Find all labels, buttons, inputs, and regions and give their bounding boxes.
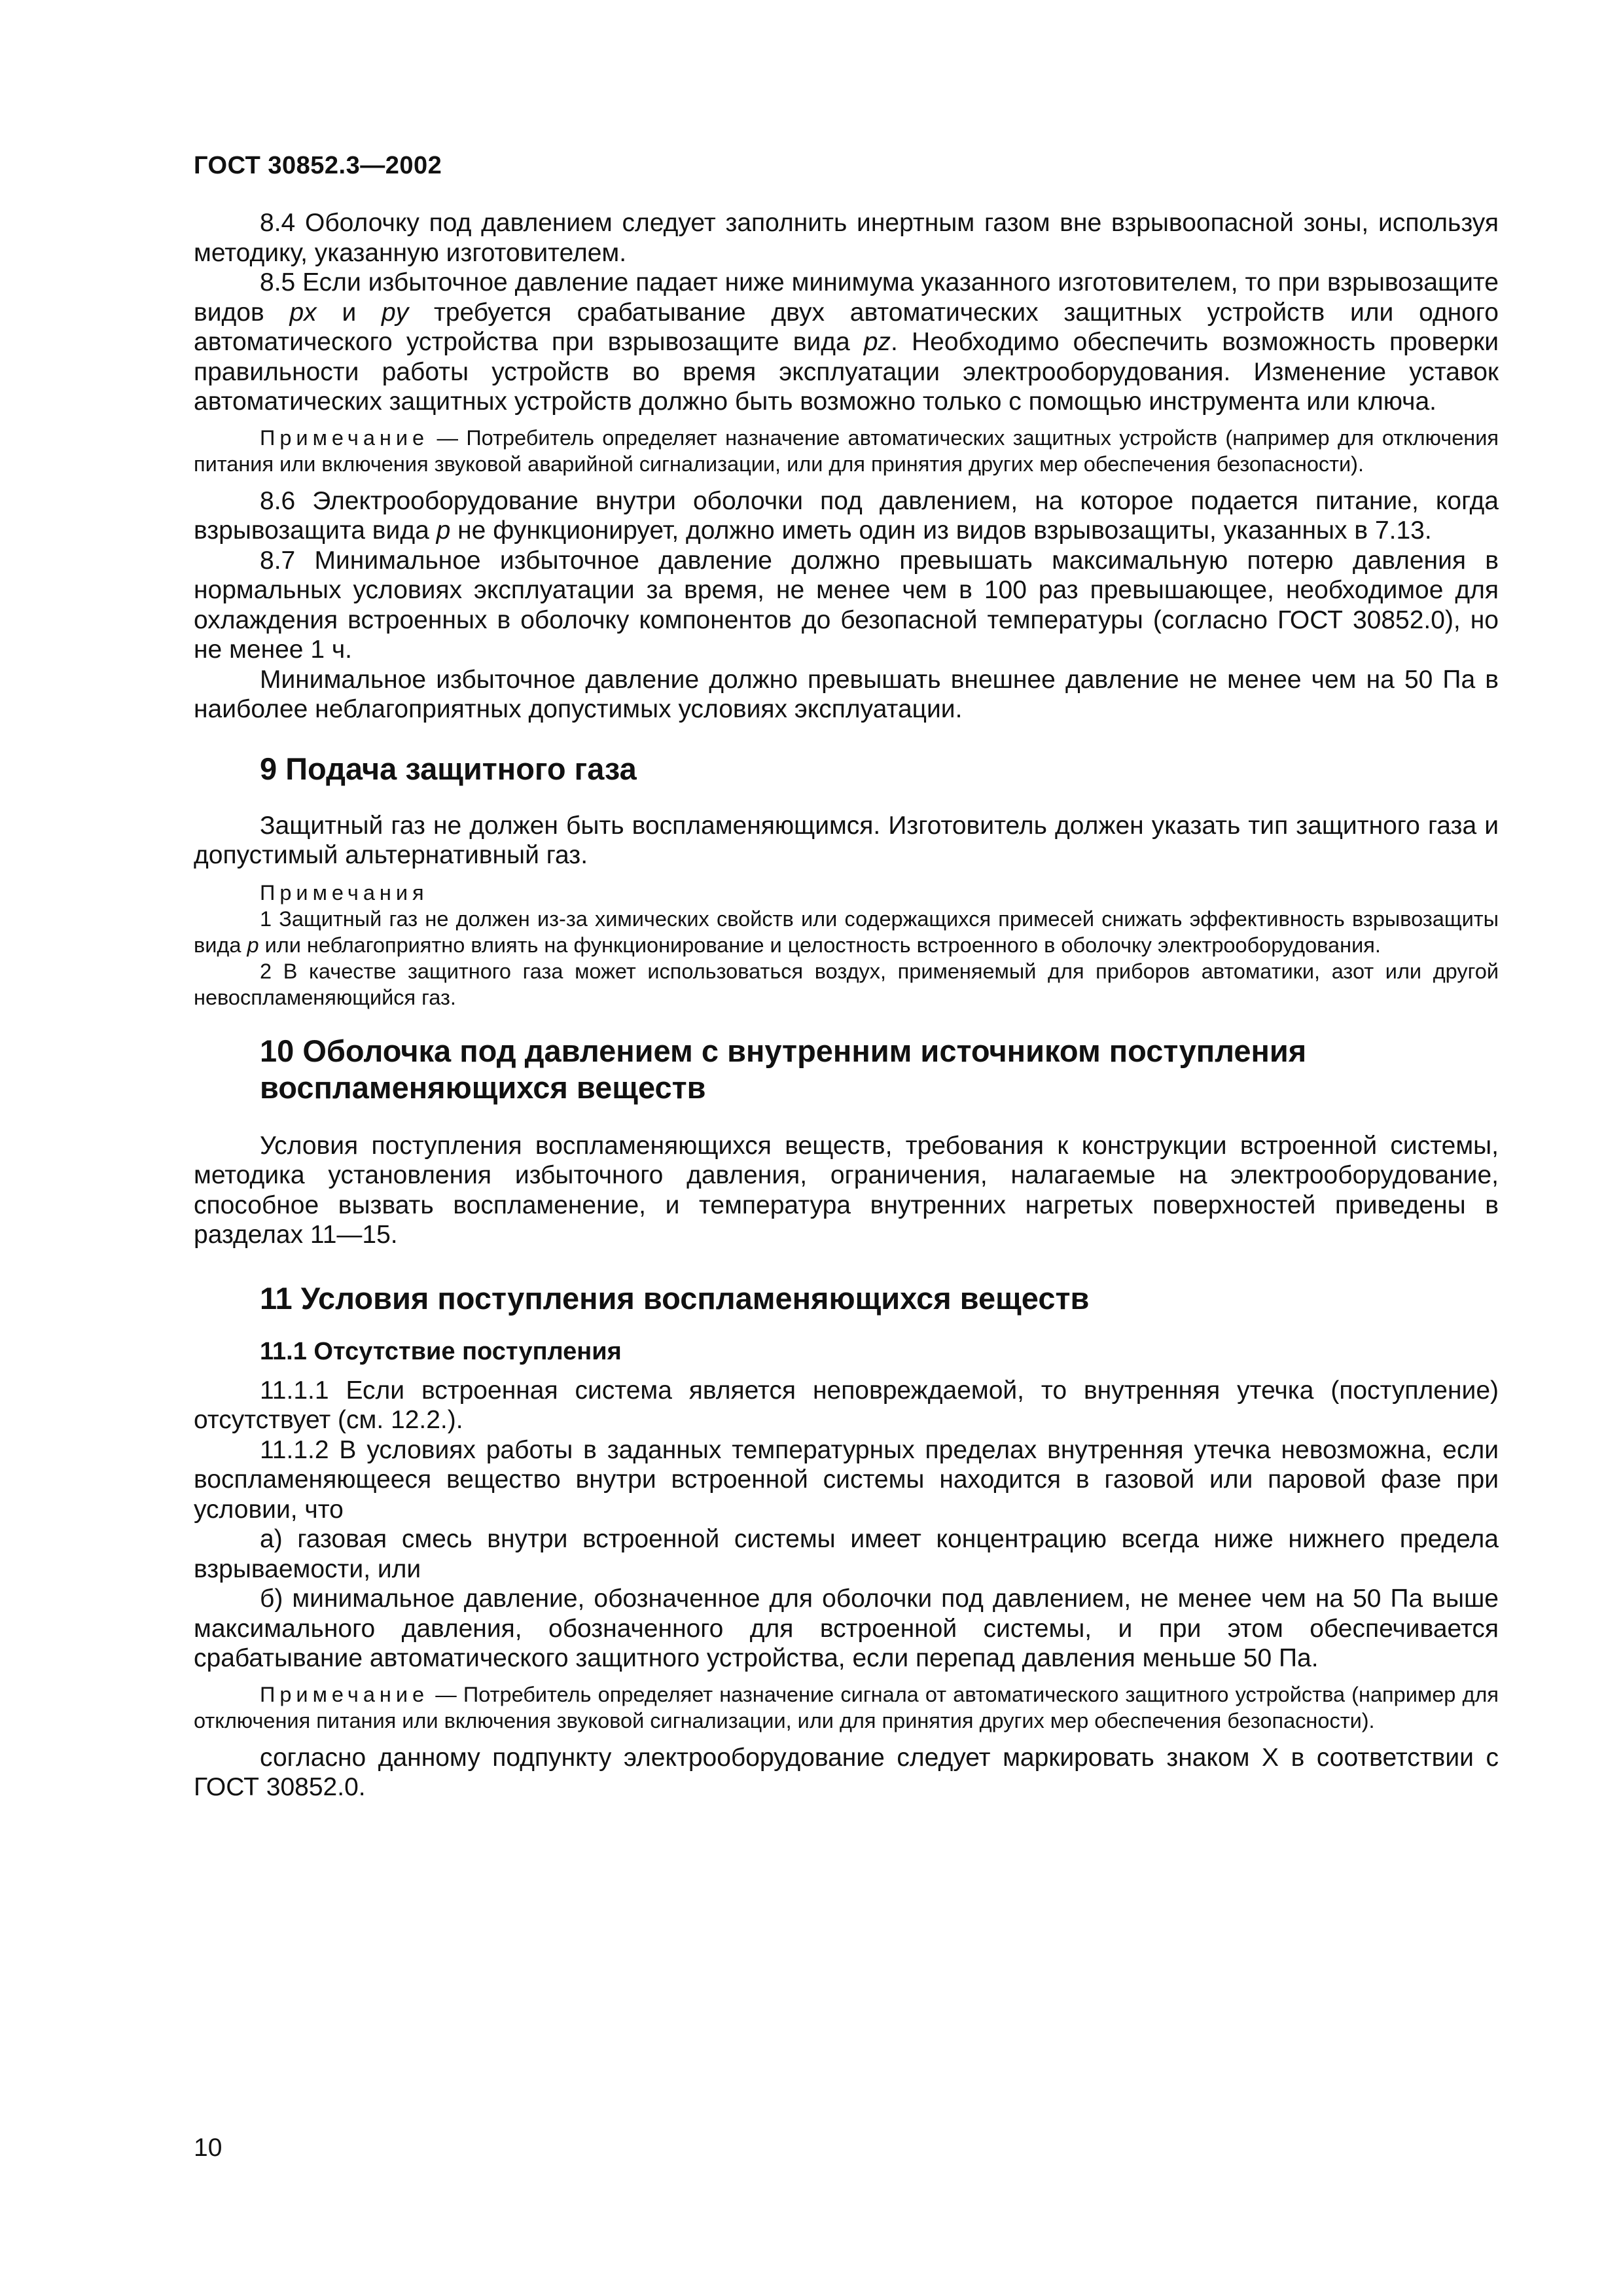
protection-type-px: px	[289, 298, 317, 327]
paragraph-8-5-text: и	[316, 298, 382, 327]
paragraph-8-6	[194, 486, 1499, 546]
paragraph-8-6-text: 8.6 Электрооборудование внутри оболочки под давлением, на которое подается питание, когда взрывозащита вида	[194, 486, 1499, 545]
note-text: — Потребитель определяет назначение автоматических защитных устройств (например для отключения питания или включения звуковой аварийной сигнализации, или для принятия других мер обеспечения безопасности).	[194, 425, 1499, 476]
list-item-a: а) газовая смесь внутри встроенной системы имеет концентрацию всегда ниже нижнего предела взрываемости, или	[194, 1525, 1499, 1583]
note-9-1-text: 1 Защитный газ не должен из-за химических свойств или содержащихся примесей снижать эффективность взрывозащиты вида	[194, 906, 1499, 957]
section-10-title-line1: 10 Оболочка под давлением с внутренним источником поступления	[260, 1033, 1307, 1068]
paragraph-8-7-continued: Минимальное избыточное давление должно превышать внешнее давление не менее чем на 50 Па в наиболее неблагоприятных допустимых условиях эксплуатации.	[194, 665, 1499, 723]
note-label: Примечание	[260, 1682, 429, 1706]
page-body	[194, 208, 1499, 1803]
paragraph-8-7: 8.7 Минимальное избыточное давление должно превышать максимальную потерю давления в нормальных условиях эксплуатации за время, не менее чем в 100 раз превышающее, необходимое для охлаждения встроенных в оболочку компонентов до безопасной температуры (согласно ГОСТ 30852.0), но не менее 1 ч.	[194, 546, 1499, 664]
paragraph-8-5-text: 8.5 Если избыточное давление падает ниже минимума указанного изготовителем, то при взрывозащите видов	[194, 268, 1499, 327]
note-9-2: 2 В качестве защитного газа может использоваться воздух, применяемый для приборов автоматики, азот или другой невоспламеняющийся газ.	[194, 959, 1499, 1009]
paragraph-11-1-2: 11.1.2 В условиях работы в заданных температурных пределах внутренняя утечка невозможна, если воспламеняющееся вещество внутри встроенной системы находится в газовой или паровой фазе при условии, что	[194, 1435, 1499, 1524]
document-header-code: ГОСТ 30852.3—2002	[194, 152, 442, 179]
notes-label: Примечания	[260, 880, 429, 905]
note-9-1	[194, 906, 1499, 958]
note-section-11	[194, 1681, 1499, 1734]
section-10-title	[194, 1033, 1499, 1106]
note-9-1-text: или неблагоприятно влиять на функционирование и целостность встроенного в оболочку электрооборудования.	[259, 933, 1381, 957]
paragraph-8-5-text: требуется срабатывание двух автоматических защитных устройств или одного автоматического устройства при взрывозащите вида	[194, 298, 1499, 356]
paragraph-11-1-1: 11.1.1 Если встроенная система является неповреждаемой, то внутренняя утечка (поступление) отсутствует (см. 12.2.).	[194, 1376, 1499, 1434]
notes-label-section-9	[194, 880, 1499, 906]
paragraph-8-4: 8.4 Оболочку под давлением следует заполнить инертным газом вне взрывоопасной зоны, используя методику, указанную изготовителем.	[194, 209, 1499, 267]
note-label: Примечание	[260, 425, 429, 450]
section-11-title: 11 Условия поступления воспламеняющихся веществ	[260, 1280, 1090, 1316]
section-10-title-line2: воспламеняющихся веществ	[260, 1069, 706, 1105]
note-section-8	[194, 425, 1499, 477]
paragraph-9-1: Защитный газ не должен быть воспламеняющимся. Изготовитель должен указать тип защитного газа и допустимый альтернативный газ.	[194, 811, 1499, 869]
paragraph-8-6-text: не функционирует, должно иметь один из видов взрывозащиты, указанных в 7.13.	[450, 516, 1432, 545]
section-9-title: 9 Подача защитного газа	[260, 751, 637, 786]
protection-type-py: py	[382, 298, 409, 327]
list-item-b: б) минимальное давление, обозначенное для оболочки под давлением, не менее чем на 50 Па выше максимального давления, обозначенного для встроенной системы, и при этом обеспечивается срабатывание автоматического защитного устройства, если перепад давления меньше 50 Па.	[194, 1585, 1499, 1672]
note-text: — Потребитель определяет назначение сигнала от автоматического защитного устройства (например для отключения питания или включения звуковой сигнализации, или для принятия других мер обеспечения безопасности).	[194, 1682, 1499, 1732]
protection-type-p: р	[247, 933, 259, 957]
paragraph-8-5	[194, 268, 1499, 417]
subsection-11-1-title: 11.1 Отсутствие поступления	[260, 1337, 622, 1365]
protection-type-pz: pz	[863, 328, 891, 356]
paragraph-10-1: Условия поступления воспламеняющихся веществ, требования к конструкции встроенной системы, методика установления избыточного давления, ограничения, налагаемые на электрооборудование, способное вызвать воспламенение, и температура внутренних нагретых поверхностей приведены в разделах 11—15.	[194, 1131, 1499, 1249]
protection-type-p: р	[436, 516, 451, 545]
page-number: 10	[194, 2134, 223, 2162]
paragraph-marking: согласно данному подпункту электрооборудование следует маркировать знаком Х в соответствии с ГОСТ 30852.0.	[194, 1743, 1499, 1801]
paragraph-8-5-text: . Необходимо обеспечить возможность проверки правильности работы устройств во время эксплуатации электрооборудования. Изменение уставок автоматических защитных устройств должно быть возможно только с помощью инструмента или ключа.	[194, 328, 1499, 416]
